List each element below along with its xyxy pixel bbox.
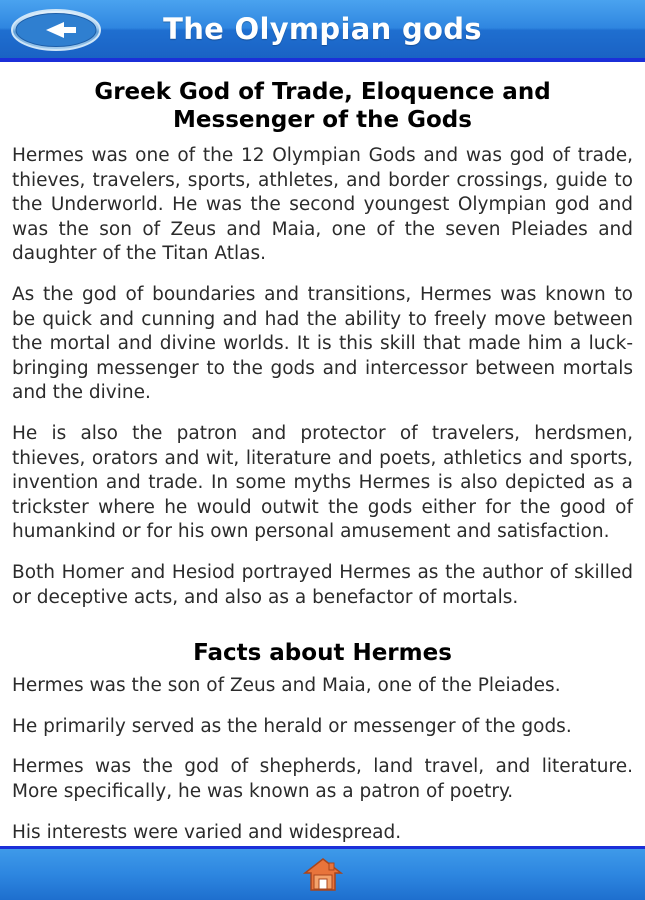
article-paragraph: As the god of boundaries and transitions, Hermes was known to be quick and cunning and had the ability to freely move between the mortal and divine worlds. It is this skill that made him a luck-bringing messenger to the gods and intercessor between mortals and the divine.: [12, 284, 633, 404]
fact-item: Hermes was the god of shepherds, land travel, and literature. More specifically, he was known as a patron of poetry.: [12, 756, 633, 802]
home-button[interactable]: [301, 855, 345, 895]
fact-item: His interests were varied and widespread.: [12, 821, 402, 843]
article-paragraph: Hermes was one of the 12 Olympian Gods and was god of trade, thieves, travelers, sports, athletes, and border crossings, guide to the Underworld. He was the second youngest Olympian god and was the son of Zeus and Maia, one of the seven Pleiades and daughter of the Titan Atlas.: [12, 145, 633, 265]
home-icon: [303, 856, 343, 894]
fact-item: Hermes was the son of Zeus and Maia, one of the Pleiades.: [12, 675, 561, 697]
article-paragraph: He is also the patron and protector of travelers, herdsmen, thieves, orators and wit, literature and poets, athletics and sports, invention and trade. In some myths Hermes is also depicted as a trickster where he would outwit the gods either for the good of humankind or for his own personal amusement and satisfaction.: [12, 423, 633, 543]
section-title: Greek God of Trade, Eloquence and Messenger of the Gods: [94, 79, 551, 134]
title-bar: [0, 0, 645, 62]
back-button[interactable]: [10, 8, 102, 52]
fact-item: He primarily served as the herald or messenger of the gods.: [12, 715, 572, 737]
bottom-bar: [0, 846, 645, 900]
page-title: The Olympian gods: [163, 12, 482, 46]
article-paragraph: Both Homer and Hesiod portrayed Hermes as the author of skilled or deceptive acts, and also as a benefactor of mortals.: [12, 562, 633, 608]
article-content[interactable]: [0, 62, 645, 846]
facts-title: Facts about Hermes: [193, 640, 452, 667]
back-arrow-icon: [10, 8, 102, 52]
